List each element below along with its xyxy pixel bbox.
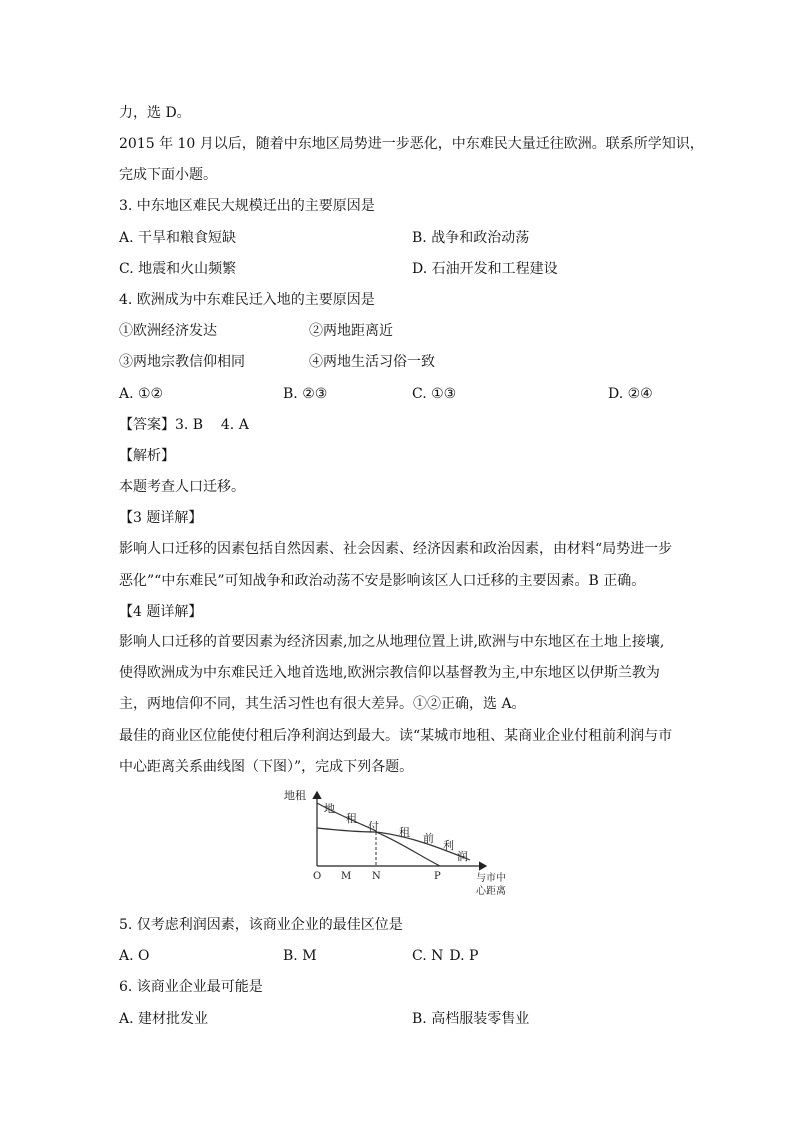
option-5d: D. P xyxy=(449,948,479,964)
detail-3-text: 影响人口迁移的因素包括自然因素、社会因素、经济因素和政治因素，由材料“局势进一步 xyxy=(119,541,673,557)
y-axis-label: 地租 xyxy=(284,789,306,802)
x-axis-label: 心距离 xyxy=(476,886,506,897)
option-3a: A. 干旱和粮食短缺 xyxy=(119,230,237,246)
option-5-cd xyxy=(412,947,478,965)
text-line: 力，选 D。 xyxy=(119,105,191,121)
option-4c: C. ①③ xyxy=(412,386,457,402)
detail-4-text: 主，两地信仰不同，其生活习性也有很大差异。①②正确，选 A。 xyxy=(119,696,526,712)
rent-curve xyxy=(317,803,440,866)
origin-label: O xyxy=(313,871,322,882)
detail-4-text: 使得欧洲成为中东难民迁入地首选地,欧洲宗教信仰以基督教为主,中东地区以伊斯兰教为 xyxy=(119,665,660,681)
question-6: 6. 该商业企业最可能是 xyxy=(119,979,263,995)
statement-4: ④两地生活习俗一致 xyxy=(309,354,435,370)
statement-2: ②两地距离近 xyxy=(309,323,393,339)
profit-label: 利 xyxy=(443,839,454,852)
text-line: 2015 年 10 月以后，随着中东地区局势进一步恶化，中东难民大量迁往欧洲。联系所学知识， xyxy=(119,136,704,152)
tick-m: M xyxy=(341,871,352,882)
x-axis-label: 与市中 xyxy=(476,873,506,884)
analysis-heading: 【解析】 xyxy=(119,448,175,464)
option-5b: B. M xyxy=(283,948,317,964)
option-4d: D. ②④ xyxy=(608,386,653,402)
passage-text: 最佳的商业区位能使付租后净利润达到最大。读“某城市地租、某商业企业付租前利润与市 xyxy=(119,728,673,744)
detail-3-heading: 【3 题详解】 xyxy=(119,510,203,526)
option-4a: A. ①② xyxy=(119,386,164,402)
rent-label: 租 xyxy=(346,812,357,825)
detail-4-text: 影响人口迁移的首要因素为经济因素,加之从地理位置上讲,欧洲与中东地区在土地上接壤, xyxy=(119,634,665,650)
tick-n: N xyxy=(372,871,381,882)
question-3: 3. 中东地区难民大规模迁出的主要原因是 xyxy=(119,198,375,214)
analysis-body: 本题考查人口迁移。 xyxy=(119,479,245,495)
option-3b: B. 战争和政治动荡 xyxy=(412,230,530,246)
answer-line: 【答案】3. B 4. A xyxy=(119,417,249,433)
rent-profit-figure xyxy=(280,786,510,898)
rent-label: 地 xyxy=(324,802,335,815)
profit-label: 租 xyxy=(399,826,410,839)
passage-text: 中心距离关系曲线图（下图）”，完成下列各题。 xyxy=(119,759,414,775)
option-3d: D. 石油开发和工程建设 xyxy=(412,261,558,277)
text-line: 完成下面小题。 xyxy=(119,167,217,183)
profit-label: 前 xyxy=(423,832,434,845)
detail-4-heading: 【4 题详解】 xyxy=(119,604,203,620)
option-6a: A. 建材批发业 xyxy=(119,1011,209,1027)
question-5: 5. 仅考虑利润因素，该商业企业的最佳区位是 xyxy=(119,917,403,933)
statement-3: ③两地宗教信仰相同 xyxy=(119,354,245,370)
option-6b: B. 高档服装零售业 xyxy=(412,1011,530,1027)
option-3c: C. 地震和火山频繁 xyxy=(119,261,237,277)
question-4: 4. 欧洲成为中东难民迁入地的主要原因是 xyxy=(119,292,375,308)
option-4b: B. ②③ xyxy=(283,386,328,402)
option-5c: C. N xyxy=(412,948,444,964)
tick-p: P xyxy=(434,871,441,882)
option-5a: A. O xyxy=(119,948,150,964)
detail-3-text: 恶化”“中东难民”可知战争和政治动荡不安是影响该区人口迁移的主要因素。B 正确。 xyxy=(119,573,646,589)
profit-label: 润 xyxy=(457,850,468,863)
profit-label: 付 xyxy=(368,820,379,833)
statement-1: ①欧洲经济发达 xyxy=(119,323,217,339)
